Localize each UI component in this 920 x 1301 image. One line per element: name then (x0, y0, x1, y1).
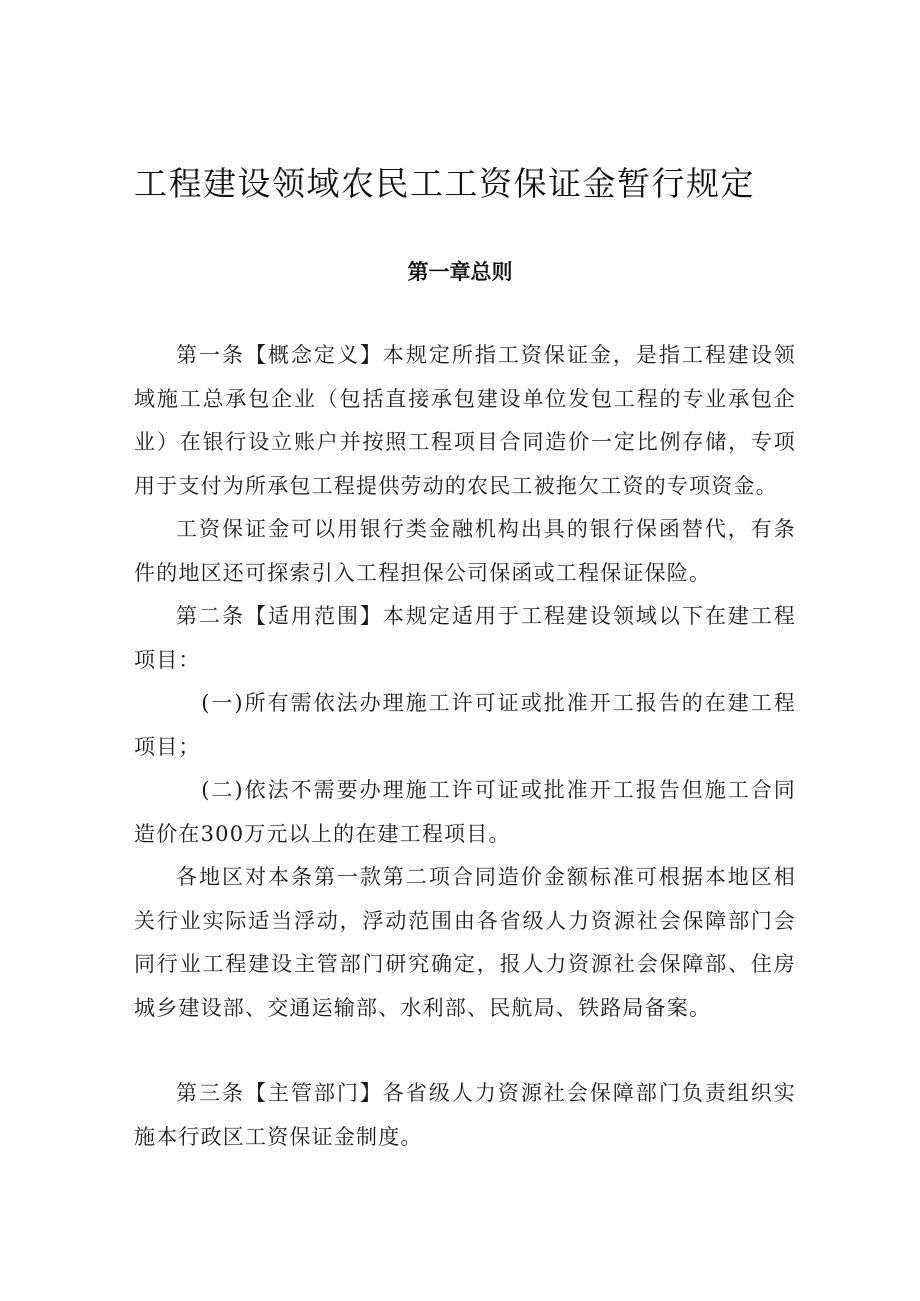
article-3-paragraph: 第三条【主管部门】各省级人力资源社会保障部门负责组织实施本行政区工资保证金制度。 (134, 1081, 796, 1149)
article-2-item-1: (一)所有需依法办理施工许可证或批准开工报告的在建工程项目； (134, 691, 796, 759)
document-title: 工程建设领域农民工工资保证金暂行规定 (134, 164, 755, 203)
article-1-paragraph: 第一条【概念定义】本规定所指工资保证金，是指工程建设领域施工总承包企业（包括直接承包建设单位发包工程的专业承包企业）在银行设立账户并按照工程项目合同造价一定比例存储，专项用于支付为所承包工程提供劳动的农民工被拖欠工资的专项资金。 (134, 343, 796, 498)
paragraph-spacer (134, 1030, 796, 1072)
article-2-paragraph: 第二条【适用范围】本规定适用于工程建设领域以下在建工程项目： (134, 604, 796, 672)
regional-adjustment-paragraph: 各地区对本条第一款第二项合同造价金额标准可根据本地区相关行业实际适当浮动，浮动范围由各省级人力资源社会保障部门会同行业工程建设主管部门研究确定，报人力资源社会保障部、住房城乡建设部、交通运输部、水利部、民航局、铁路局备案。 (134, 865, 796, 1020)
document-body (134, 334, 796, 1159)
article-2-item-2: (二)依法不需要办理施工许可证或批准开工报告但施工合同造价在300万元以上的在建工程项目。 (134, 778, 796, 846)
chapter-heading: 第一章总则 (407, 260, 513, 284)
guarantee-substitute-paragraph: 工资保证金可以用银行类金融机构出具的银行保函替代，有条件的地区还可探索引入工程担保公司保函或工程保证保险。 (134, 517, 796, 585)
